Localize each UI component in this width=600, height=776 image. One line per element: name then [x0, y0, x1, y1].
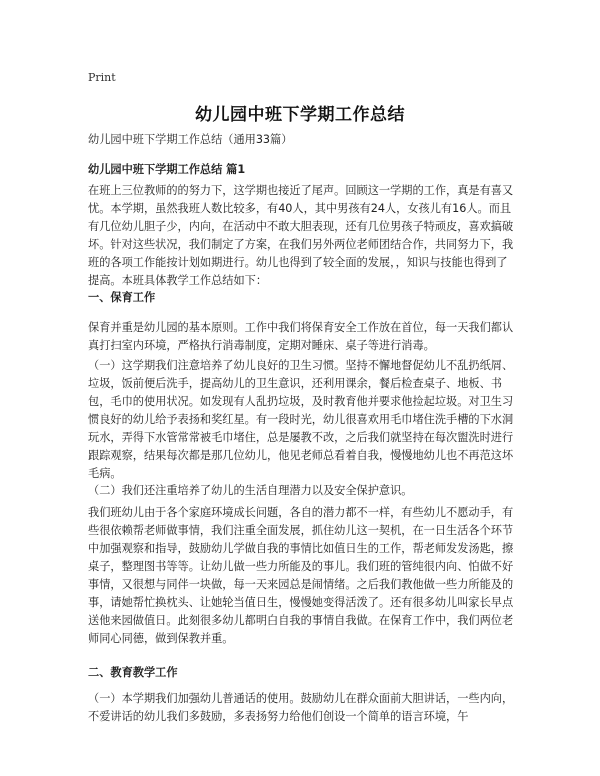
intro-paragraph: 在班上三位教师的的努力下，这学期也接近了尾声。回顾这一学期的工作，真是有喜又忧。本学期，虽然我班人数比较多，有40人，其中男孩有24人，女孩儿有16人。而且有几位幼儿胆子少，内向，在活动中不敢大胆表现，还有几位男孩子特顽皮，喜欢搞破坏。针对这些状况，我们制定了方案，在我们另外两位老师团结合作，共同努力下，我班的各项工作能按计划如期进行。幼儿也得到了较全面的发展，，知识与技能也得到了提高。本班具体教学工作总结如下： — [88, 184, 514, 287]
care-point2-paragraph: （二）我们还注重培养了幼儿的生活自理潜力以及安全保护意识。 — [88, 484, 413, 497]
print-label[interactable]: Print — [88, 71, 116, 84]
care-intro-paragraph: 保育并重是幼儿园的基本原则。工作中我们将保育安全工作放在首位，每一天我们都认真打扫室内环境，严格执行消毒制度，定期对睡床、桌子等进行消毒。 — [88, 321, 514, 352]
document-subtitle: 幼儿园中班下学期工作总结（通用33篇） — [88, 133, 293, 146]
heading-care: 一、保育工作 — [88, 291, 156, 304]
heading-teaching: 二、教育教学工作 — [88, 666, 178, 679]
document-title: 幼儿园中班下学期工作总结 — [195, 105, 405, 125]
section-heading: 幼儿园中班下学期工作总结 篇1 — [88, 163, 246, 176]
care-point1-paragraph: （一）这学期我们注意培养了幼儿良好的卫生习惯。坚持不懈地督促幼儿不乱扔纸屑、垃圾，饭前便后洗手，提高幼儿的卫生意识，还利用课余，餐后检查桌子、地板、书包，毛巾的使用状况。如发现有人乱扔垃圾，及时教育他并要求他捡起垃圾。对卫生习惯良好的幼儿给予表扬和奖红星。有一段时光，幼儿很喜欢用毛巾堵住洗手槽的下水洞玩水，弄得下水管常常被毛巾堵住，总是屡教不改，之后我们就坚持在每次盥洗时进行跟踪观察，结果每次都是那几位幼儿，他见老师总看着自我，慢慢地幼儿也不再范这坏毛病。 — [88, 359, 514, 480]
care-point2-body-paragraph: 我们班幼儿由于各个家庭环境成长问题，各自的潜力都不一样，有些幼儿不愿动手，有些很依赖帮老师做事情，我们注重全面发展，抓住幼儿这一契机，在一日生活各个环节中加强观察和指导，鼓励幼儿学做自我的事情比如值日生的工作，帮老师发发汤匙，擦桌子，整理图书等等。让幼儿做一些力所能及的事儿。我们班的管纯很内向、怕做不好事情，又很想与同伴一块做，每一天来园总是闹情绪。之后我们教他做一些力所能及的事，请她帮忙换枕头、让她轮当值日生，慢慢她变得活泼了。还有很多幼儿叫家长早点送他来园做值日。此刻很多幼儿都明白自我的事情自我做。在保育工作中，我们两位老师同心同德，做到保教并重。 — [88, 506, 514, 645]
teaching-point1-paragraph: （一）本学期我们加强幼儿普通话的使用。鼓励幼儿在群众面前大胆讲话，一些内向，不爱讲话的幼儿我们多鼓励，多表扬努力给他们创设一个简单的语言环境，午 — [88, 692, 514, 723]
